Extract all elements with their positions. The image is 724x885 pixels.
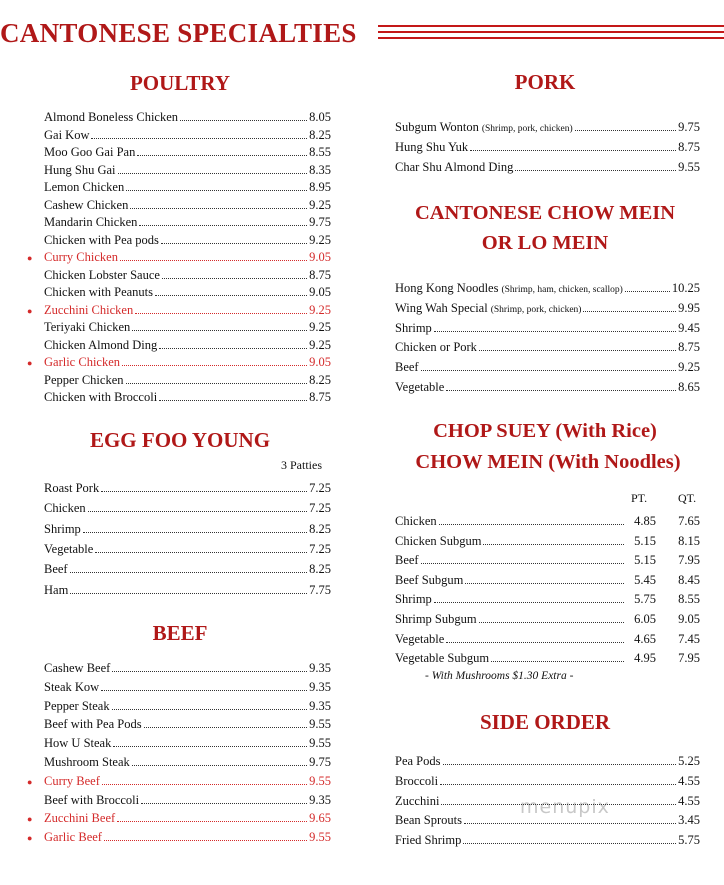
dot-leader <box>491 661 624 662</box>
menu-item-price: 9.35 <box>309 661 331 675</box>
menu-item-description: (Shrimp, pork, chicken) <box>481 124 573 134</box>
menu-item-row <box>395 301 700 318</box>
dot-leader <box>144 727 308 728</box>
menu-item-price: 9.65 <box>309 811 331 826</box>
menu-item-price: 9.55 <box>309 830 331 845</box>
menu-item-price-pint: 5.75 <box>634 592 656 607</box>
dot-leader <box>434 602 624 603</box>
dot-leader <box>139 225 307 226</box>
dot-leader <box>126 383 308 384</box>
menu-item-name: Chicken with Broccoli <box>44 390 158 404</box>
menu-item-name: Zucchini <box>395 793 440 808</box>
dot-leader <box>440 784 676 785</box>
menu-item-row <box>395 754 700 769</box>
dot-leader <box>102 784 307 785</box>
dot-leader <box>483 544 624 545</box>
menu-item-price: 8.75 <box>678 140 700 154</box>
menu-item-name: Wing Wah Special <box>395 300 488 315</box>
pork-heading: PORK <box>514 70 576 94</box>
dot-leader <box>88 511 307 512</box>
menu-item-name: Steak Kow <box>44 679 100 694</box>
dot-leader <box>159 348 307 349</box>
menu-item-row <box>395 651 700 666</box>
menu-item-name: Vegetable <box>395 380 445 394</box>
menu-item-price: 9.75 <box>309 755 331 769</box>
menu-item-row <box>395 573 700 588</box>
dot-leader <box>162 278 307 279</box>
menu-item-row <box>44 215 331 230</box>
dot-leader <box>465 583 624 584</box>
dot-leader <box>479 622 624 623</box>
menu-item-row <box>44 285 331 300</box>
dot-leader <box>439 524 624 525</box>
menu-item-row <box>44 128 331 143</box>
menu-item-price: 5.25 <box>678 754 700 768</box>
menu-item-price: 9.25 <box>309 302 331 317</box>
menu-item-row <box>395 140 700 155</box>
menu-item-price: 9.75 <box>678 120 700 134</box>
dot-leader <box>470 150 676 151</box>
menu-item-row <box>44 110 331 125</box>
menu-item-price-pint: 5.15 <box>634 553 656 568</box>
spicy-bullet-icon: ● <box>27 833 33 844</box>
menu-item-name: Beef <box>395 553 419 568</box>
poultry-heading: POULTRY <box>129 71 230 95</box>
menu-item-name: Zucchini Chicken <box>44 302 134 317</box>
menu-item-name: Almond Boneless Chicken <box>44 110 179 124</box>
menu-item-row <box>44 163 331 178</box>
menu-item-row <box>44 303 331 318</box>
menu-item-row <box>44 320 331 335</box>
menu-item-price-quart: 7.65 <box>678 514 700 528</box>
chow-mein-heading-line2: OR LO MEIN <box>481 232 609 254</box>
menu-item-name: Vegetable <box>44 541 94 556</box>
dot-leader <box>113 746 307 747</box>
menu-item-price: 9.75 <box>309 215 331 229</box>
menu-item-row <box>395 632 700 647</box>
menu-item-name: Shrimp <box>395 320 432 335</box>
menu-item-row <box>395 321 700 336</box>
menu-item-price: 9.25 <box>309 197 331 212</box>
dot-leader <box>625 291 670 292</box>
menu-item-name: Chicken <box>44 501 86 516</box>
menu-item-row <box>44 390 331 405</box>
mushroom-note: - With Mushrooms $1.30 Extra - <box>425 670 574 682</box>
menu-item-price: 8.95 <box>309 180 331 194</box>
dot-leader <box>137 155 307 156</box>
menu-item-row <box>44 699 331 714</box>
title-rule <box>378 25 724 27</box>
spicy-bullet-icon: ● <box>27 814 33 825</box>
menu-item-row <box>395 281 700 298</box>
menu-item-price: 9.05 <box>309 285 331 299</box>
chop-suey-heading-line2: CHOW MEIN (With Noodles) <box>415 451 681 473</box>
menu-item-name: Fried Shrimp <box>395 833 462 848</box>
dot-leader <box>464 823 676 824</box>
menu-item-row <box>44 661 331 676</box>
menu-item-row <box>44 355 331 370</box>
menu-item-row <box>44 562 331 577</box>
menu-item-price: 7.25 <box>309 481 331 495</box>
menu-item-name: Chicken Subgum <box>395 533 482 548</box>
menu-item-row <box>395 592 700 607</box>
menu-item-name: Chicken Almond Ding <box>44 337 158 352</box>
menu-item-price: 9.45 <box>678 320 700 335</box>
menu-item-row <box>44 680 331 695</box>
menu-item-price: 9.25 <box>309 320 331 334</box>
menu-item-name: Roast Pork <box>44 481 100 495</box>
menu-item-row <box>44 717 331 732</box>
dot-leader <box>118 173 308 174</box>
menu-item-row <box>44 481 331 496</box>
menu-item-row <box>44 583 331 598</box>
menu-item-row <box>395 360 700 375</box>
menu-item-name: Hung Shu Gai <box>44 162 116 177</box>
menu-item-row <box>395 160 700 175</box>
dot-leader <box>91 138 307 139</box>
menu-item-row <box>44 542 331 557</box>
menu-item-row <box>395 553 700 568</box>
dot-leader <box>112 709 308 710</box>
menu-item-price: 9.55 <box>309 736 331 751</box>
menu-item-row <box>44 522 331 537</box>
menu-item-price-quart: 7.45 <box>678 631 700 646</box>
menu-item-price: 8.25 <box>309 372 331 387</box>
title-rule <box>378 37 724 39</box>
menu-item-price: 7.75 <box>309 582 331 597</box>
dot-leader <box>135 313 307 314</box>
menu-item-description: (Shrimp, pork, chicken) <box>490 304 582 315</box>
dot-leader <box>83 532 307 533</box>
dot-leader <box>101 690 307 691</box>
menu-item-price: 9.55 <box>678 160 700 174</box>
dot-leader <box>463 843 676 844</box>
dot-leader <box>159 400 307 401</box>
spicy-bullet-icon: ● <box>27 358 33 368</box>
menu-item-name: Beef with Pea Pods <box>44 717 142 732</box>
menu-item-price: 4.55 <box>678 793 700 808</box>
menu-item-price: 8.75 <box>309 267 331 282</box>
menu-item-name: Garlic Chicken <box>44 355 121 369</box>
egg-foo-young-subheading: 3 Patties <box>281 458 322 472</box>
dot-leader <box>141 803 307 804</box>
dot-leader <box>443 764 677 765</box>
menu-item-name: Zucchini Beef <box>44 811 116 826</box>
menu-item-name: Mandarin Chicken <box>44 215 138 229</box>
menu-item-price: 8.05 <box>309 110 331 124</box>
menu-item-name: Vegetable <box>395 631 445 646</box>
menu-item-name: Pea Pods <box>395 754 441 768</box>
dot-leader <box>446 642 624 643</box>
menu-item-row <box>395 120 700 137</box>
spicy-bullet-icon: ● <box>27 253 33 263</box>
menu-item-name: Shrimp <box>395 592 432 607</box>
menu-item-name: Shrimp <box>44 521 81 536</box>
menu-item-price: 8.25 <box>309 521 331 536</box>
dot-leader <box>95 552 307 553</box>
menu-item-name: Bean Sprouts <box>395 813 463 828</box>
dot-leader <box>70 572 308 573</box>
menu-item-price: 9.05 <box>309 250 331 264</box>
menu-item-name: Chicken with Pea pods <box>44 232 159 247</box>
menu-item-price: 8.65 <box>678 380 700 394</box>
menu-item-row <box>44 198 331 213</box>
dot-leader <box>161 243 307 244</box>
menu-item-name: Beef <box>44 562 68 577</box>
dot-leader <box>126 190 307 191</box>
spicy-bullet-icon: ● <box>27 305 33 316</box>
dot-leader <box>180 120 307 121</box>
menu-item-price: 8.25 <box>309 127 331 142</box>
dot-leader <box>122 365 307 366</box>
dot-leader <box>421 370 677 371</box>
dot-leader <box>479 350 676 351</box>
menu-item-price: 3.45 <box>678 813 700 828</box>
menu-item-name: Subgum Wonton <box>395 120 479 134</box>
menu-item-price: 7.25 <box>309 501 331 516</box>
dot-leader <box>421 563 624 564</box>
menu-item-name: Char Shu Almond Ding <box>395 160 514 174</box>
menu-item-name: Chicken Lobster Sauce <box>44 267 160 282</box>
qt-column-header: QT. <box>678 491 697 505</box>
menu-item-row <box>44 250 331 265</box>
menu-item-row <box>395 340 700 355</box>
spicy-bullet-icon: ● <box>27 776 33 787</box>
menu-item-name: Pepper Steak <box>44 698 110 713</box>
menu-item-name: Hung Shu Yuk <box>395 140 469 154</box>
menu-item-price-pint: 5.15 <box>634 533 656 548</box>
menu-item-price: 9.95 <box>678 300 700 315</box>
dot-leader <box>583 311 676 312</box>
menu-item-row <box>395 380 700 395</box>
menu-item-name: Cashew Beef <box>44 661 111 675</box>
menu-item-price: 4.55 <box>678 773 700 788</box>
dot-leader <box>120 260 307 261</box>
menu-item-name: Beef <box>395 360 419 375</box>
menu-item-name: Teriyaki Chicken <box>44 320 131 334</box>
menu-item-price: 9.25 <box>678 360 700 375</box>
menu-item-name: Broccoli <box>395 773 439 788</box>
dot-leader <box>104 840 307 841</box>
dot-leader <box>130 208 307 209</box>
menu-item-price-quart: 9.05 <box>678 612 700 626</box>
menu-item-row <box>395 813 700 828</box>
dot-leader <box>441 804 676 805</box>
menu-item-row <box>44 145 331 160</box>
menu-item-row <box>44 338 331 353</box>
menu-item-name: Beef Subgum <box>395 572 464 587</box>
menu-item-name: How U Steak <box>44 736 112 751</box>
pt-column-header: PT. <box>631 491 648 505</box>
menu-item-name: Pepper Chicken <box>44 372 124 387</box>
menu-item-name: Chicken <box>395 514 437 528</box>
menu-item-row <box>44 501 331 516</box>
menu-item-name: Shrimp Subgum <box>395 612 477 626</box>
menu-item-price: 5.75 <box>678 833 700 848</box>
menu-item-price: 9.35 <box>309 679 331 694</box>
menu-item-name: Chicken or Pork <box>395 340 477 355</box>
menu-item-price-pint: 4.85 <box>634 514 656 528</box>
menu-item-price: 9.55 <box>309 773 331 788</box>
page-title: CANTONESE SPECIALTIES <box>0 18 357 48</box>
menu-item-name: Ham <box>44 582 69 597</box>
menu-item-price-pint: 6.05 <box>634 612 656 626</box>
menu-item-price: 8.75 <box>678 340 700 355</box>
dot-leader <box>132 330 307 331</box>
menu-item-name: Moo Goo Gai Pan <box>44 145 136 159</box>
menu-item-price-pint: 5.45 <box>634 572 656 587</box>
menu-item-row <box>395 612 700 627</box>
menu-item-price-quart: 8.15 <box>678 533 700 548</box>
dot-leader <box>112 671 307 672</box>
menu-item-name: Curry Beef <box>44 773 100 788</box>
dot-leader <box>515 170 676 171</box>
menu-item-price: 9.35 <box>309 698 331 713</box>
menu-item-row <box>44 373 331 388</box>
menu-item-row <box>44 811 331 826</box>
menu-item-row <box>44 233 331 248</box>
menu-item-row <box>395 514 700 529</box>
dot-leader <box>132 765 307 766</box>
menu-item-price-quart: 7.95 <box>678 651 700 666</box>
menu-item-row <box>44 830 331 845</box>
menu-item-price: 9.25 <box>309 232 331 247</box>
menu-item-name: Curry Chicken <box>44 250 118 264</box>
menu-item-name: Gai Kow <box>44 127 90 142</box>
egg-foo-young-heading: EGG FOO YOUNG <box>89 428 271 452</box>
menu-item-name: Cashew Chicken <box>44 197 129 212</box>
dot-leader <box>117 821 307 822</box>
menu-item-price: 9.25 <box>309 337 331 352</box>
menu-item-row <box>395 774 700 789</box>
menu-item-name: Vegetable Subgum <box>395 651 490 666</box>
chop-suey-heading-line1: CHOP SUEY (With Rice) <box>433 420 657 442</box>
menu-item-price: 9.05 <box>309 355 331 369</box>
menu-item-row <box>44 793 331 808</box>
watermark: menupix <box>520 796 610 818</box>
menu-item-price: 8.25 <box>309 562 331 577</box>
menu-item-row <box>395 833 700 848</box>
menu-item-name: Lemon Chicken <box>44 180 125 194</box>
menu-item-name: Chicken with Peanuts <box>44 285 154 299</box>
menu-item-row <box>44 736 331 751</box>
menu-item-price: 8.35 <box>309 162 331 177</box>
menu-item-price-quart: 8.55 <box>678 592 700 607</box>
menu-item-price-pint: 4.65 <box>634 631 656 646</box>
menu-item-price-quart: 7.95 <box>678 553 700 568</box>
dot-leader <box>155 295 307 296</box>
menu-item-row <box>44 268 331 283</box>
menu-item-price: 9.35 <box>309 792 331 807</box>
side-order-heading: SIDE ORDER <box>479 710 611 734</box>
menu-item-price-pint: 4.95 <box>634 651 656 666</box>
menu-item-price: 9.55 <box>309 717 331 732</box>
menu-item-row <box>44 180 331 195</box>
dot-leader <box>446 390 676 391</box>
menu-item-row <box>44 774 331 789</box>
menu-item-price: 7.25 <box>309 541 331 556</box>
dot-leader <box>70 593 307 594</box>
menu-item-row <box>395 534 700 549</box>
menu-item-price-quart: 8.45 <box>678 572 700 587</box>
menu-item-name: Garlic Beef <box>44 830 102 845</box>
menu-item-price: 8.55 <box>309 145 331 159</box>
menu-item-name: Hong Kong Noodles <box>395 281 499 295</box>
dot-leader <box>434 331 676 332</box>
menu-item-price: 8.75 <box>309 390 331 404</box>
dot-leader <box>101 491 307 492</box>
dot-leader <box>575 130 677 131</box>
menu-item-description: (Shrimp, ham, chicken, scallop) <box>501 285 623 295</box>
title-rule <box>378 31 724 33</box>
menu-item-row <box>395 794 700 809</box>
menu-item-row <box>44 755 331 770</box>
menu-item-price: 10.25 <box>671 281 700 295</box>
menu-item-name: Mushroom Steak <box>44 755 130 769</box>
menu-item-name: Beef with Broccoli <box>44 792 140 807</box>
beef-heading: BEEF <box>152 621 208 645</box>
chow-mein-heading-line1: CANTONESE CHOW MEIN <box>414 202 676 224</box>
